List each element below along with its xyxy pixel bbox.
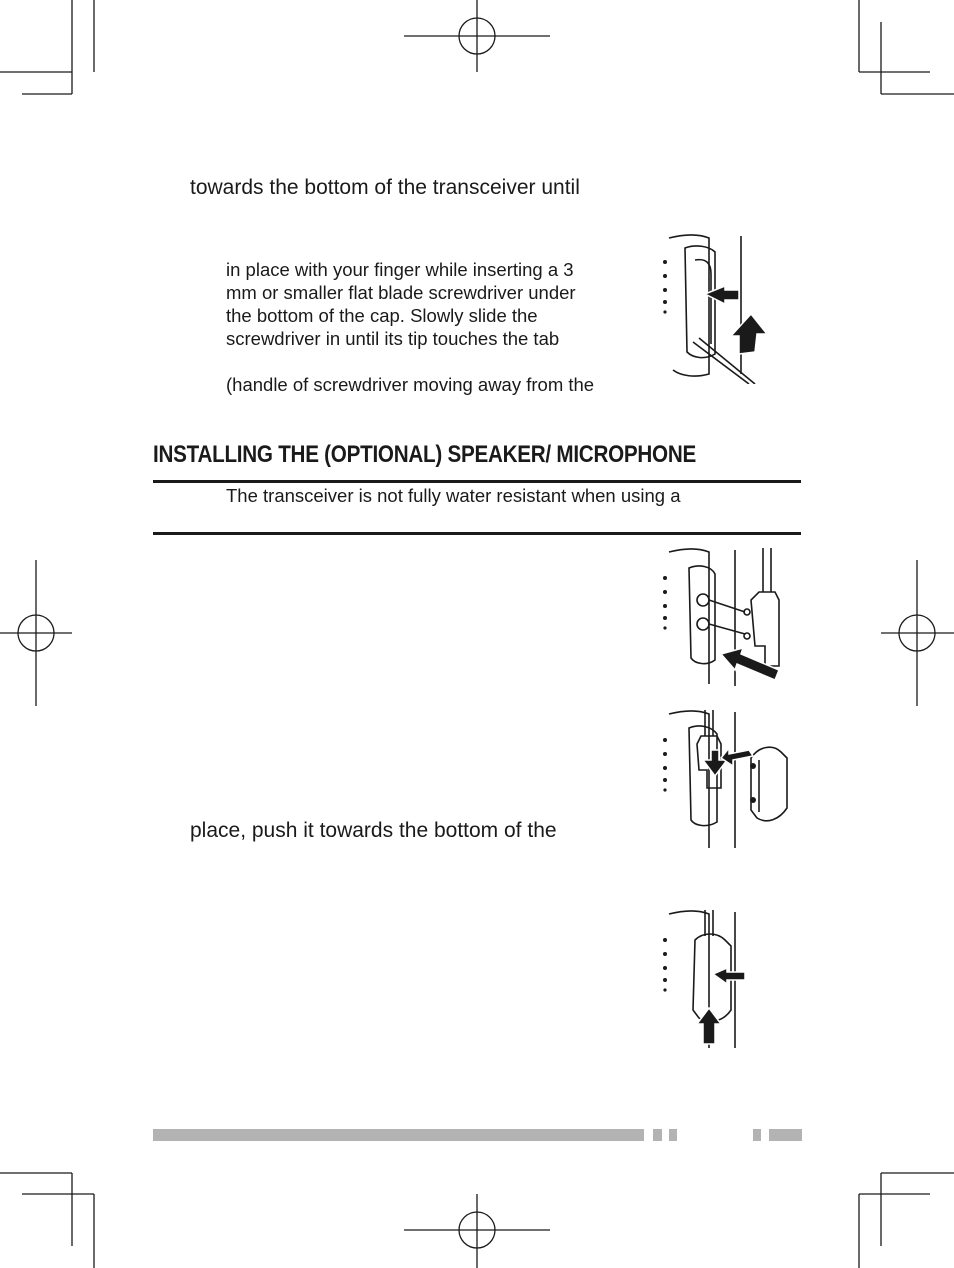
lock-cap-illustration bbox=[655, 910, 755, 1050]
attach-cap-illustration bbox=[655, 710, 795, 850]
footer-bar bbox=[653, 1129, 662, 1141]
remove-cap-illustration bbox=[655, 234, 775, 384]
step-line: mm or smaller flat blade screwdriver under bbox=[226, 282, 576, 303]
step-line: screwdriver in until its tip touches the tab bbox=[226, 328, 560, 349]
step-line: (handle of screwdriver moving away from the bbox=[226, 374, 595, 395]
step-line: in place with your finger while inserting a 3 bbox=[226, 259, 574, 280]
cap-line: place, push it towards the bottom of the bbox=[190, 819, 557, 842]
section-heading: INSTALLING THE (OPTIONAL) SPEAKER/ MICROPHONE bbox=[153, 441, 697, 468]
step-line: the bottom of the cap. Slowly slide the bbox=[226, 305, 538, 326]
intro-line: towards the bottom of the transceiver until bbox=[190, 176, 580, 199]
footer-bar bbox=[153, 1129, 644, 1141]
footer-bar bbox=[669, 1129, 677, 1141]
footer-bar bbox=[769, 1129, 802, 1141]
note-bottom-rule bbox=[153, 532, 801, 535]
insert-plug-illustration bbox=[655, 548, 780, 688]
note-top-rule bbox=[153, 480, 801, 483]
footer-bar bbox=[753, 1129, 761, 1141]
note-text: The transceiver is not fully water resistant when using a bbox=[226, 485, 681, 506]
